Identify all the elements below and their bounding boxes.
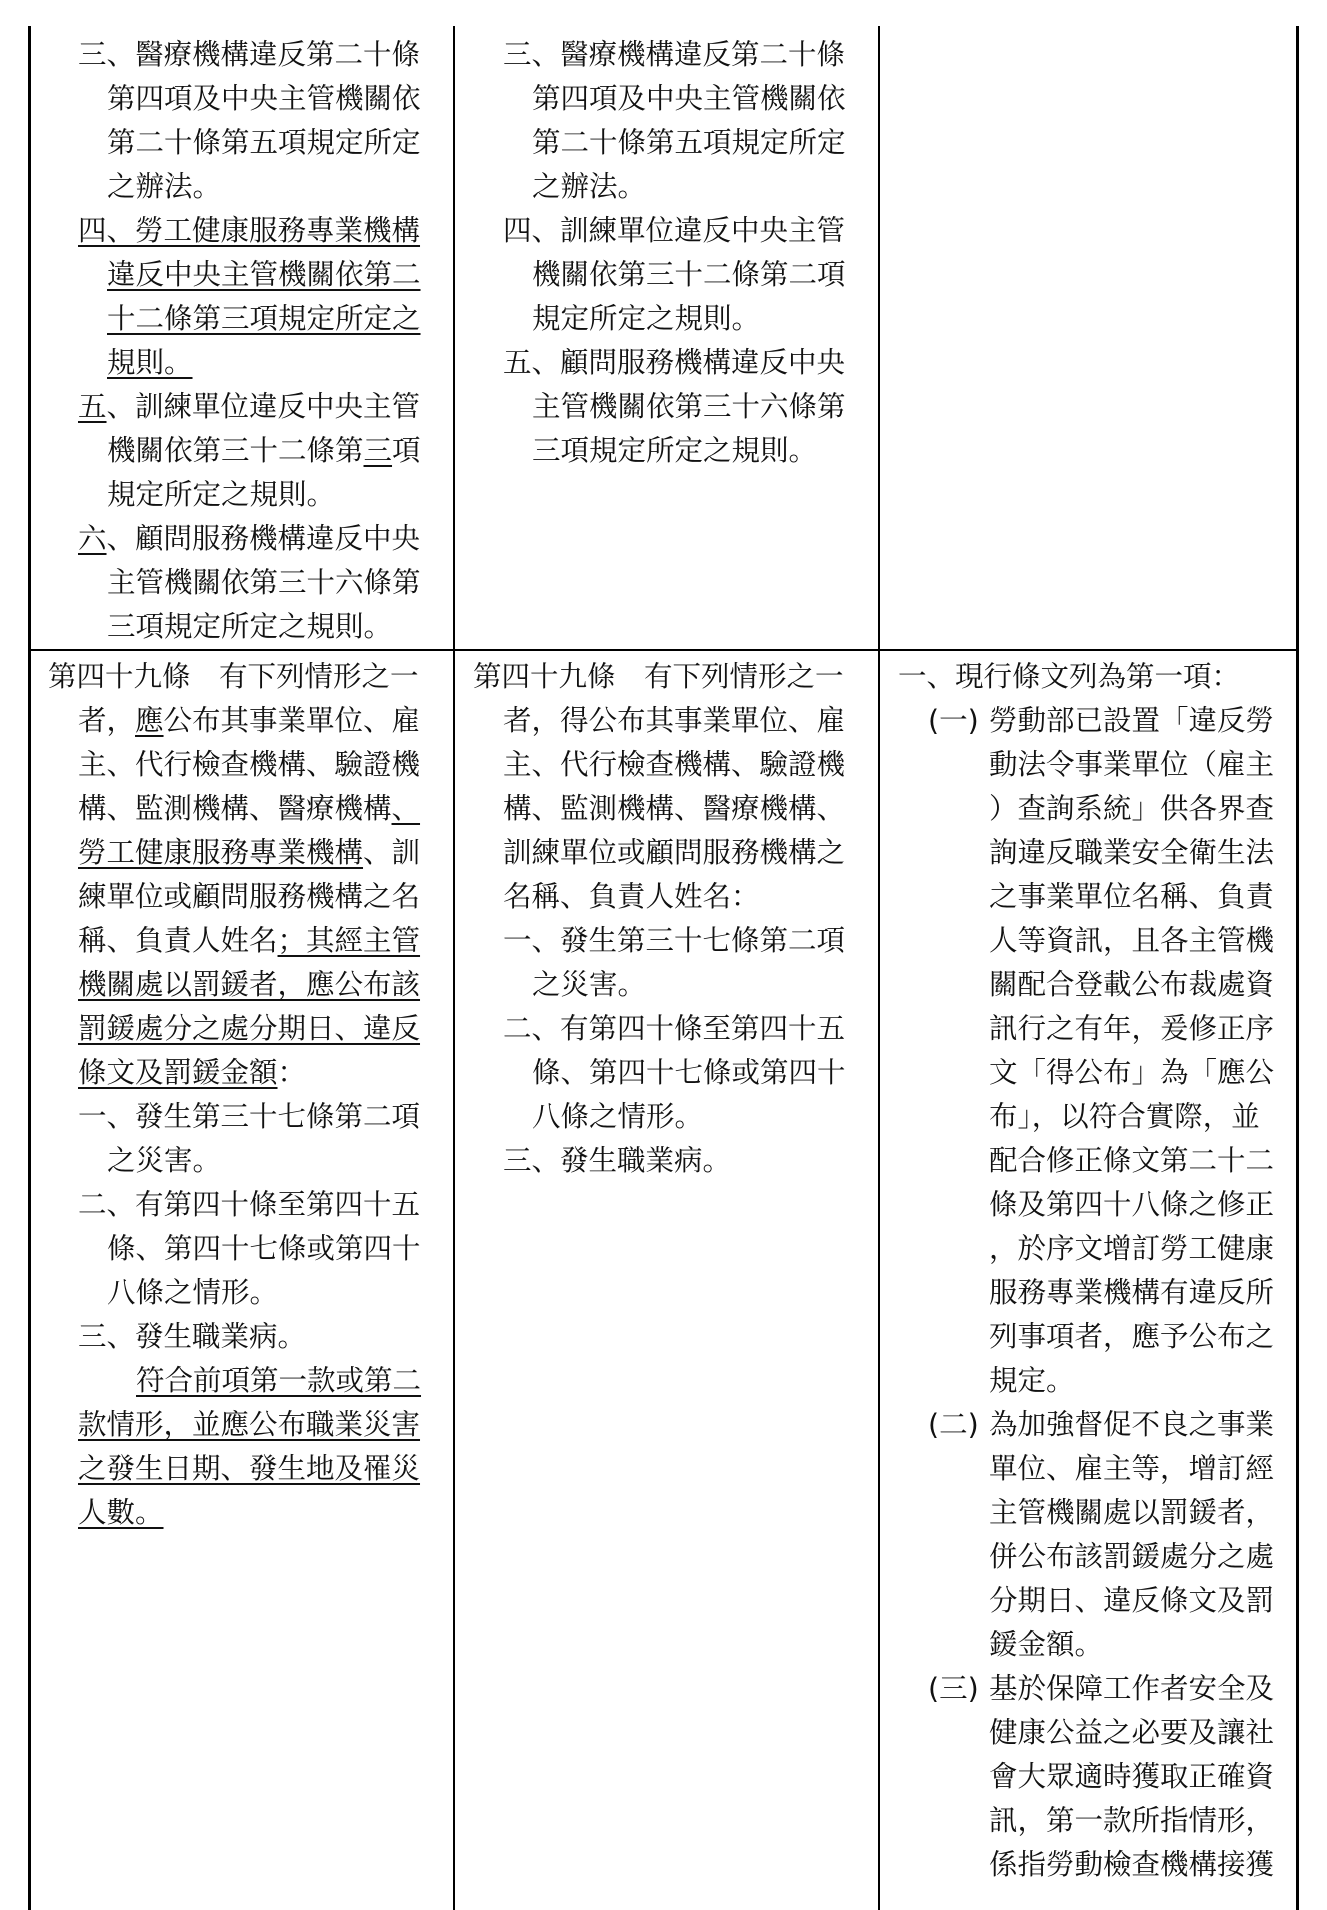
text-line: 條、第四十七條或第四十: [107, 1232, 421, 1265]
col1-bottom-text: [48, 655, 421, 1535]
text-line: [78, 385, 421, 429]
text-line: 鍰金額。: [989, 1628, 1104, 1661]
added-text: 機關處以罰鍰者，應公布該: [78, 968, 421, 1001]
column-divider-2: [878, 26, 880, 1910]
item-label: (一): [928, 704, 979, 737]
text-line: 三項規定所定之規則。: [107, 610, 393, 643]
text-line: 三、發生職業病。: [78, 1320, 307, 1353]
text-line: 之辦法。: [107, 170, 222, 203]
added-text: 應: [135, 704, 164, 737]
text-segment: 項: [392, 434, 421, 467]
list-item: [503, 209, 846, 341]
text-line: 之事業單位名稱、負責: [989, 880, 1275, 913]
explanation-item: [898, 1667, 1274, 1887]
text-line: 健康公益之必要及讓社: [989, 1716, 1275, 1749]
text-line: 訓練單位或顧問服務機構之: [503, 836, 846, 869]
text-line: [48, 963, 421, 1007]
text-line: 主管機關處以罰鍰者，: [989, 1496, 1275, 1529]
text-line: 配合修正條文第二十二: [989, 1144, 1275, 1177]
text-line: [78, 297, 421, 341]
text-line: 三、醫療機構違反第二十條: [78, 38, 421, 71]
text-line: 五、顧問服務機構違反中央: [503, 346, 846, 379]
text-line: 動法令事業單位（雇主: [989, 748, 1275, 781]
text-line: [48, 1051, 421, 1095]
text-line: 關配合登載公布裁處資: [989, 968, 1275, 1001]
text-line: 三、發生職業病。: [503, 1144, 732, 1177]
text-line: 規定所定之規則。: [532, 302, 761, 335]
text-line: [78, 517, 421, 561]
added-text: 規則。: [107, 346, 193, 379]
text-segment: 、顧問服務機構違反中央: [106, 522, 421, 555]
text-line: 機關依第三十二條第二項: [532, 258, 846, 291]
list-item: [78, 33, 421, 209]
text-line: [48, 1491, 421, 1535]
text-line: ）查詢系統」供各界查: [989, 792, 1275, 825]
text-line: [48, 1447, 421, 1491]
list-item: [503, 341, 846, 473]
text-line: [48, 1007, 421, 1051]
text-line: [48, 1403, 421, 1447]
table-border-right: [1296, 26, 1299, 1910]
text-segment: 公布其事業單位、雇: [163, 704, 421, 737]
explanation-heading: 一、現行條文列為第一項：: [898, 660, 1241, 693]
text-line: 文「得公布」為「應公: [989, 1056, 1275, 1089]
text-line: 四、訓練單位違反中央主管: [503, 214, 846, 247]
column-divider-1: [453, 26, 455, 1910]
added-text: 符合前項第一款或第二: [136, 1364, 422, 1397]
text-line: 係指勞動檢查機構接獲: [989, 1848, 1275, 1881]
added-text: 條文及罰鍰金額: [78, 1056, 278, 1089]
text-line: 之災害。: [107, 1144, 222, 1177]
text-line: 第四項及中央主管機關依: [532, 82, 846, 115]
text-line: 服務專業機構有違反所: [989, 1276, 1275, 1309]
text-line: 主管機關依第三十六條第: [107, 566, 421, 599]
text-segment: 稱、負責人姓名: [78, 924, 278, 957]
text-line: 一、發生第三十七條第二項: [78, 1100, 421, 1133]
text-line: 二、有第四十條至第四十五: [503, 1012, 846, 1045]
col2-bottom-text: [473, 655, 846, 1183]
text-line: 八條之情形。: [107, 1276, 279, 1309]
text-line: 詢違反職業安全衛生法: [989, 836, 1275, 869]
text-line: 訊，第一款所指情形，: [989, 1804, 1275, 1837]
added-text: 之發生日期、發生地及罹災: [78, 1452, 421, 1485]
text-line: 三、醫療機構違反第二十條: [503, 38, 846, 71]
text-line: 構、監測機構、醫療機構、: [503, 792, 846, 825]
text-line: 者，得公布其事業單位、雇: [503, 704, 846, 737]
text-line: 一、發生第三十七條第二項: [503, 924, 846, 957]
added-text: 人數。: [78, 1496, 164, 1529]
text-line: [78, 429, 421, 473]
list-item: [78, 209, 421, 385]
text-segment: 構、監測機構、醫療機構: [78, 792, 392, 825]
added-text: 、: [391, 792, 421, 825]
text-line: 名稱、負責人姓名：: [503, 880, 760, 913]
text-line: 主管機關依第三十六條第: [532, 390, 846, 423]
text-line: 勞動部已設置「違反勞: [989, 704, 1275, 737]
text-line: 分期日、違反條文及罰: [989, 1584, 1275, 1617]
list-item: [78, 517, 421, 649]
text-line: 基於保障工作者安全及: [989, 1672, 1275, 1705]
text-line: 訊行之有年，爰修正序: [989, 1012, 1275, 1045]
added-text: ；其經主管: [277, 924, 421, 957]
col1-top-text: [78, 33, 421, 649]
text-line: [48, 919, 421, 963]
text-line: 條、第四十七條或第四十: [532, 1056, 846, 1089]
text-line: 第二十條第五項規定所定: [532, 126, 846, 159]
added-text: 五: [78, 390, 107, 423]
text-line: [78, 341, 421, 385]
table-border-left: [28, 26, 31, 1910]
added-text: 三: [363, 434, 393, 467]
col2-top-text: [503, 33, 846, 473]
added-text: 罰鍰處分之處分期日、違反: [78, 1012, 421, 1045]
text-line: [78, 209, 421, 253]
text-line: 之災害。: [532, 968, 647, 1001]
added-text: 款情形，並應公布職業災害: [78, 1408, 421, 1441]
text-line: 會大眾適時獲取正確資: [989, 1760, 1275, 1793]
text-segment: 機關依第三十二條第: [107, 434, 364, 467]
text-line: 人等資訊，且各主管機: [989, 924, 1275, 957]
text-segment: 、訓練單位違反中央主管: [106, 390, 421, 423]
item-label: (三): [928, 1672, 979, 1705]
text-line: 第四項及中央主管機關依: [107, 82, 421, 115]
text-line: 第二十條第五項規定所定: [107, 126, 421, 159]
text-segment: 者，: [78, 704, 136, 737]
text-line: 規定。: [989, 1364, 1075, 1397]
col3-bottom-text: [898, 655, 1274, 1887]
text-line: ，於序文增訂勞工健康: [989, 1232, 1275, 1265]
text-line: [48, 1359, 421, 1403]
text-segment: 、訓: [363, 836, 421, 869]
text-line: 條及第四十八條之修正: [989, 1188, 1275, 1221]
article-heading: 第四十九條 有下列情形之一: [473, 660, 844, 693]
added-text: 十二條第三項規定所定之: [107, 302, 421, 335]
explanation-item: [898, 699, 1274, 1403]
text-line: [48, 831, 421, 875]
text-line: 主、代行檢查機構、驗證機: [503, 748, 846, 781]
text-line: 規定所定之規則。: [107, 478, 336, 511]
added-text: 六: [78, 522, 107, 555]
text-line: 單位、雇主等，增訂經: [989, 1452, 1275, 1485]
text-line: 為加強督促不良之事業: [989, 1408, 1275, 1441]
text-line: 二、有第四十條至第四十五: [78, 1188, 421, 1221]
text-line: [48, 787, 421, 831]
item-label: (二): [928, 1408, 979, 1441]
explanation-item: [898, 1403, 1274, 1667]
text-line: [48, 699, 421, 743]
text-line: 八條之情形。: [532, 1100, 704, 1133]
text-line: [78, 253, 421, 297]
text-line: 列事項者，應予公布之: [989, 1320, 1275, 1353]
list-item: [503, 33, 846, 209]
added-text: 勞工健康服務專業機構: [78, 836, 364, 869]
text-line: 布」，以符合實際，並: [989, 1100, 1260, 1133]
text-line: 三項規定所定之規則。: [532, 434, 818, 467]
list-item: [78, 385, 421, 517]
row-divider: [30, 649, 1298, 651]
text-line: 練單位或顧問服務機構之名: [78, 880, 421, 913]
added-text: 違反中央主管機關依第二: [107, 258, 421, 291]
text-segment: ：: [277, 1056, 307, 1089]
added-text: 四、勞工健康服務專業機構: [78, 214, 421, 247]
article-heading: 第四十九條 有下列情形之一: [48, 660, 419, 693]
text-line: 併公布該罰鍰處分之處: [989, 1540, 1275, 1573]
text-line: 主、代行檢查機構、驗證機: [78, 748, 421, 781]
text-line: 之辦法。: [532, 170, 647, 203]
